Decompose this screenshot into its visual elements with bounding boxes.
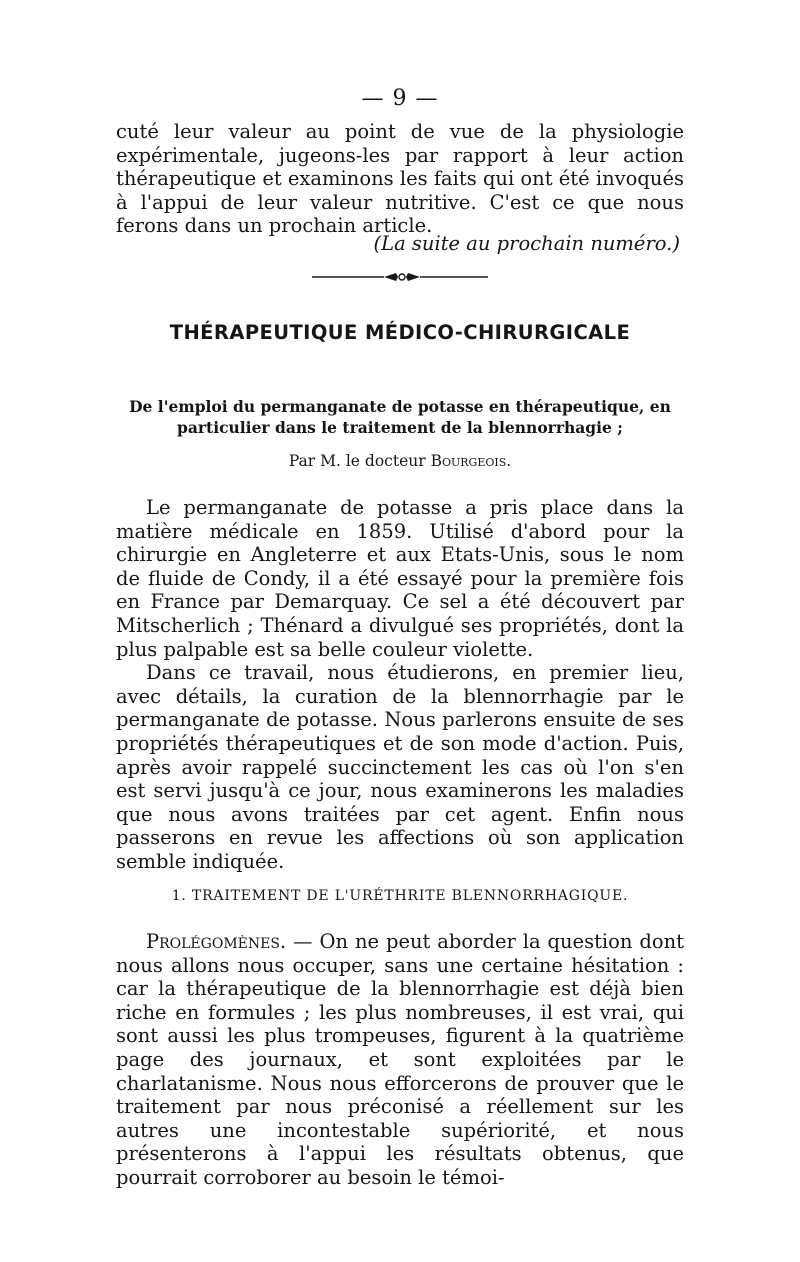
ornament-divider-icon: [310, 266, 490, 288]
prolegomenes-block: [116, 930, 684, 1190]
body-paragraph: Le permanganate de potasse a pris place dans la matière médicale en 1859. Utilisé d'abord pour la chirurgie en Angleterre et aux Etats-Unis, sous le nom de fluide de Condy, il a été essayé pour la première fois en France par Demarquay. Ce sel a été découvert par Mitscherlich ; Thénard a divulgué ses propriétés, dont la plus palpable est sa belle couleur violette.: [116, 496, 684, 661]
article-body: [116, 496, 684, 874]
section-heading: THÉRAPEUTIQUE MÉDICO-CHIRURGICALE: [169, 321, 631, 344]
intro-paragraph-block: [116, 120, 684, 238]
author-prefix: Par M. le docteur: [288, 452, 426, 470]
author-name: Bourgeois.: [430, 452, 512, 470]
author-line: [0, 452, 800, 470]
prolegomenes-dash: —: [286, 930, 320, 953]
page-number: — 9 —: [361, 86, 439, 111]
article-title: De l'emploi du permanganate de potasse en thérapeutique, en particulier dans le traitement de la blennorrhagie ;: [129, 397, 671, 437]
subsection-heading: 1. TRAITEMENT DE L'URÉTHRITE BLENNORRHAGIQUE.: [171, 888, 629, 904]
intro-paragraph: cuté leur valeur au point de vue de la physiologie expérimentale, jugeons-les par rapport à leur action thérapeutique et examinons les faits qui ont été invoqués à l'appui de leur valeur nutritive. C'est ce que nous ferons dans un prochain article.: [116, 120, 685, 238]
prolegomenes-paragraph: [116, 930, 684, 1190]
body-paragraph: Dans ce travail, nous étudierons, en premier lieu, avec détails, la curation de la blennorrhagie par le permanganate de potasse. Nous parlerons ensuite de ses propriétés thérapeutiques et de son mode d'action. Puis, après avoir rappelé succinctement les cas où l'on s'en est servi jusqu'à ce jour, nous examinerons les maladies que nous avons traitées par cet agent. Enfin nous passerons en revue les affections où son application semble indiquée.: [116, 661, 684, 873]
prolegomenes-label: Prolégomènes.: [146, 930, 287, 953]
continuation-note: (La suite au prochain numéro.): [373, 232, 680, 255]
prolegomenes-text: On ne peut aborder la question dont nous allons nous occuper, sans une certaine hésitation : car la thérapeutique de la blennorrhagie est déjà bien riche en formules ; les plus nombreuses, il est vrai, qui sont aussi les plus trompeuses, figurent à la quatrième page des journaux, et sont exploitées par le charlatanisme. Nous nous efforcerons de prouver que le traitement par nous préconisé a réellement sur les autres une incontestable supériorité, et nous présenterons à l'appui les résultats obtenus, que pourrait corroborer au besoin le témoi-: [116, 930, 684, 1189]
